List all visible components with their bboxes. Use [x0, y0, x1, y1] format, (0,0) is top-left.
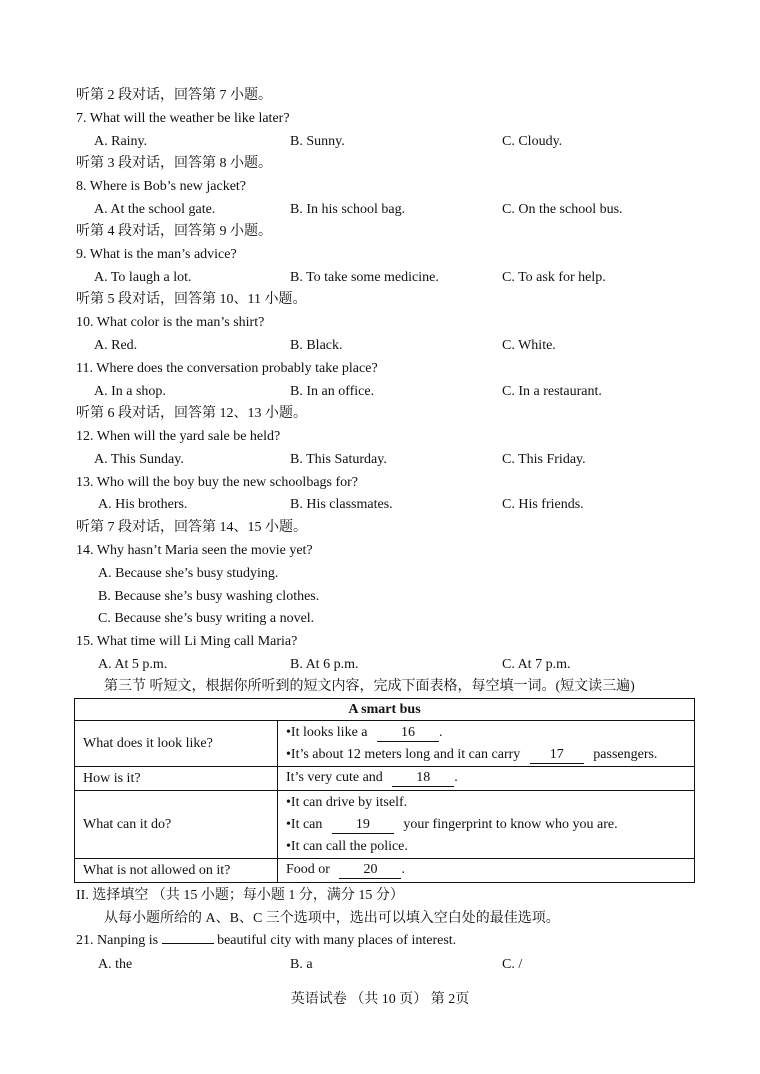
part2-instruction: 从每小题所给的 A、B、C 三个选项中，选出可以填入空白处的最佳选项。 [104, 911, 560, 926]
question-stem: 10. What color is the man’s shirt? [76, 315, 265, 330]
section-instruction: 听第 7 段对话，回答第 14、15 小题。 [76, 520, 307, 535]
punctuation: . [439, 724, 443, 740]
table-row-content [278, 767, 695, 791]
option-a: A. the [98, 957, 133, 972]
option-b: B. At 6 p.m. [290, 657, 359, 672]
option-c: C. On the school bus. [502, 202, 623, 217]
section-instruction: 听第 3 段对话，回答第 8 小题。 [76, 156, 272, 171]
blank-16: 16 [377, 725, 439, 742]
question-stem: 9. What is the man’s advice? [76, 247, 237, 262]
bullet-text: It’s very cute and [286, 770, 383, 785]
question-stem: 11. Where does the conversation probably take place? [76, 361, 378, 376]
option-a: A. His brothers. [98, 497, 188, 512]
punctuation: . [454, 770, 458, 785]
bullet-text: Food or [286, 862, 330, 877]
stem-text: 21. Nanping is [76, 933, 159, 948]
question-stem: 12. When will the yard sale be held? [76, 429, 281, 444]
option-a: A. Rainy. [94, 134, 148, 149]
bullet-text: •It can call the police. [286, 838, 408, 854]
part2-heading: II. 选择填空 （共 15 小题；每小题 1 分，满分 15 分） [76, 888, 404, 903]
question-stem: 8. Where is Bob’s new jacket? [76, 179, 247, 194]
option-c: C. White. [502, 338, 556, 353]
page-footer: 英语试卷 （共 10 页） 第 2页 [290, 992, 470, 1007]
question-stem: 7. What will the weather be like later? [76, 111, 290, 126]
option-b: B. Because she’s busy washing clothes. [98, 589, 320, 604]
table-title: A smart bus [75, 699, 695, 721]
option-a: A. This Sunday. [94, 452, 184, 467]
smart-bus-table [74, 698, 695, 883]
section-instruction: 听第 2 段对话，回答第 7 小题。 [76, 88, 272, 103]
option-a: A. Red. [94, 338, 138, 353]
option-b: B. To take some medicine. [290, 270, 439, 285]
bullet-text-end: passengers. [593, 746, 658, 762]
table-row-content [278, 721, 695, 767]
bullet-text: •It can [286, 816, 323, 832]
option-a: A. In a shop. [94, 384, 166, 399]
bullet-text: •It looks like a [286, 724, 368, 740]
option-b: B. His classmates. [290, 497, 393, 512]
option-c: C. Cloudy. [502, 134, 563, 149]
option-b: B. This Saturday. [290, 452, 387, 467]
option-b: B. a [290, 957, 313, 972]
table-row-label: How is it? [75, 767, 278, 791]
section-instruction: 听第 6 段对话，回答第 12、13 小题。 [76, 406, 307, 421]
question-stem: 15. What time will Li Ming call Maria? [76, 634, 298, 649]
option-b: B. In an office. [290, 384, 375, 399]
option-b: B. Black. [290, 338, 343, 353]
question-stem [76, 931, 456, 951]
stem-text: beautiful city with many places of interest. [217, 933, 457, 948]
option-b: B. Sunny. [290, 134, 345, 149]
blank-18: 18 [392, 770, 454, 787]
option-a: A. At the school gate. [94, 202, 216, 217]
blank-20: 20 [339, 862, 401, 879]
question-stem: 13. Who will the boy buy the new schoolbags for? [76, 475, 359, 490]
bullet-text-end: your fingerprint to know who you are. [403, 816, 618, 832]
option-c: C. / [502, 957, 523, 972]
option-a: A. At 5 p.m. [98, 657, 168, 672]
blank-17: 17 [530, 747, 584, 764]
option-b: B. In his school bag. [290, 202, 406, 217]
table-row-label: What does it look like? [75, 721, 278, 767]
option-c: C. This Friday. [502, 452, 586, 467]
option-c: C. Because she’s busy writing a novel. [98, 611, 315, 626]
blank-21 [162, 943, 214, 944]
question-stem: 14. Why hasn’t Maria seen the movie yet? [76, 543, 313, 558]
bullet-text: •It can drive by itself. [286, 794, 408, 810]
option-c: C. His friends. [502, 497, 584, 512]
option-c: C. To ask for help. [502, 270, 606, 285]
punctuation: . [401, 862, 405, 877]
part3-instruction: 第三节 听短文，根据你所听到的短文内容，完成下面表格，每空填一词。(短文读三遍) [104, 679, 635, 694]
table-row-label: What can it do? [75, 791, 278, 859]
section-instruction: 听第 4 段对话，回答第 9 小题。 [76, 224, 272, 239]
option-a: A. Because she’s busy studying. [98, 566, 279, 581]
blank-19: 19 [332, 817, 394, 834]
table-row-content [278, 791, 695, 859]
table-row-label: What is not allowed on it? [75, 859, 278, 883]
section-instruction: 听第 5 段对话，回答第 10、11 小题。 [76, 292, 307, 307]
table-row-content [278, 859, 695, 883]
option-a: A. To laugh a lot. [94, 270, 192, 285]
bullet-text: •It’s about 12 meters long and it can carry [286, 746, 521, 762]
option-c: C. At 7 p.m. [502, 657, 571, 672]
option-c: C. In a restaurant. [502, 384, 602, 399]
